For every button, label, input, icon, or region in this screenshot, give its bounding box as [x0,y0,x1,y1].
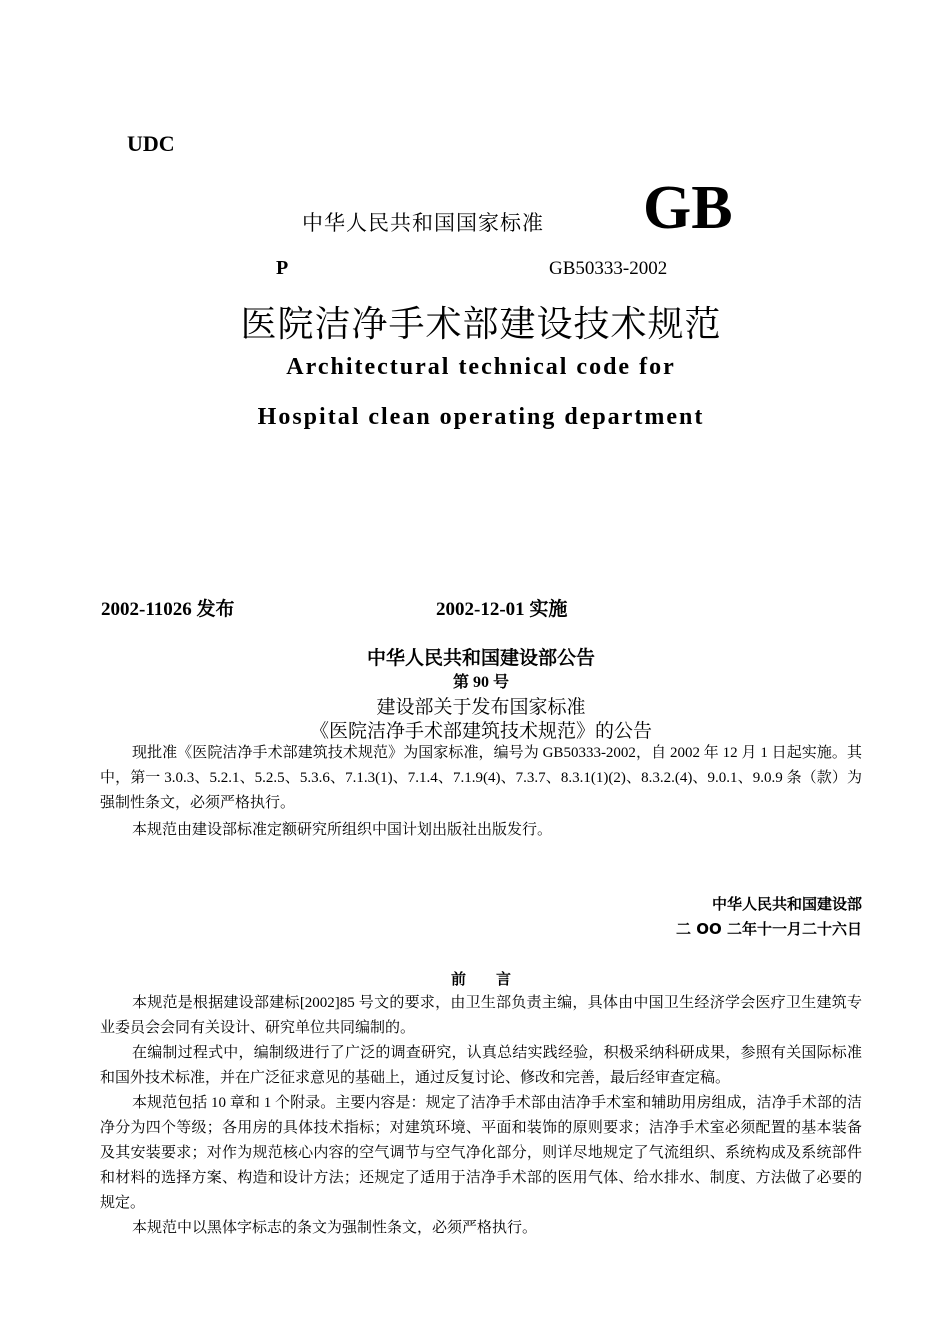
udc-label: UDC [127,131,175,156]
document-title-en-line2: Hospital clean operating department [257,404,705,430]
issue-date: 2002-11026 发布 [101,599,235,620]
gb-mark: GB [643,174,733,242]
preface-paragraph-2: 在编制过程式中，编制级进行了广泛的调查研究，认真总结实践经验，积极采纳科研成果，参照有关国际标准和国外技术标准，并在广泛征求意见的基础上，通过反复讨论、修改和完善，最后经审查定稿。 [100,1045,862,1086]
standard-code-number: GB50333-2002 [549,258,668,279]
signature-organization: 中华人民共和国建设部 [711,895,862,913]
preface-heading: 前 言 [450,970,511,988]
effective-date: 2002-12-01 实施 [436,599,568,620]
announcement-subtitle-line2: 《医院洁净手术部建筑技术规范》的公告 [309,720,652,742]
announcement-paragraph: 现批准《医院洁净手术部建筑技术规范》为国家标准，编号为 GB50333-2002，自 2002 年 12 月 1 日起实施。其中，第一 3.0.3、5.2.1、5.2.5、5.3.6、7.1.3(1)、7.1.4、7.1.9(4)、7.3.7、8.3.1(1)(2)、8.3.2.(4)、9.0.1、9.0.9 条（款）为强制性条文，必须严格执行。 [100,745,862,811]
announcement-subtitle-line1: 建设部关于发布国家标准 [376,696,586,718]
signature-date: 二 OO 二年十一月二十六日 [676,920,862,938]
document-title-cn: 医院洁净手术部建设技术规范 [240,304,722,345]
preface-paragraph-3: 本规范包括 10 章和 1 个附录。主要内容是：规定了洁净手术部由洁净手术室和辅助用房组成，洁净手术部的洁净分为四个等级；各用房的具体技术指标；对建筑环境、平面和装饰的原则要求；洁净手术室必须配置的基本装备及其安装要求；对作为规范核心内容的空气调节与空气净化部分，则详尽地规定了气流组织、系统构成及系统部件和材料的选择方案、构造和设计方法；还规定了适用于洁净手术部的医用气体、给水排水、制度、方法做了必要的规定。 [100,1095,862,1211]
announcement-publisher-paragraph: 本规范由建设部标准定额研究所组织中国计划出版社出版发行。 [132,822,553,838]
national-standard-label: 中华人民共和国国家标准 [302,211,544,235]
preface-paragraph-4: 本规范中以黑体字标志的条文为强制性条文，必须严格执行。 [132,1220,538,1236]
announcement-heading: 中华人民共和国建设部公告 [366,647,595,669]
announcement-number: 第 90 号 [452,674,509,691]
preface-paragraph-1: 本规范是根据建设部建标[2002]85 号文的要求，由卫生部负责主编，具体由中国卫生经济学会医疗卫生建筑专业委员会会同有关设计、研究单位共同编制的。 [100,995,862,1036]
p-mark: P [276,257,289,279]
document-title-en-line1: Architectural technical code for [286,354,676,380]
